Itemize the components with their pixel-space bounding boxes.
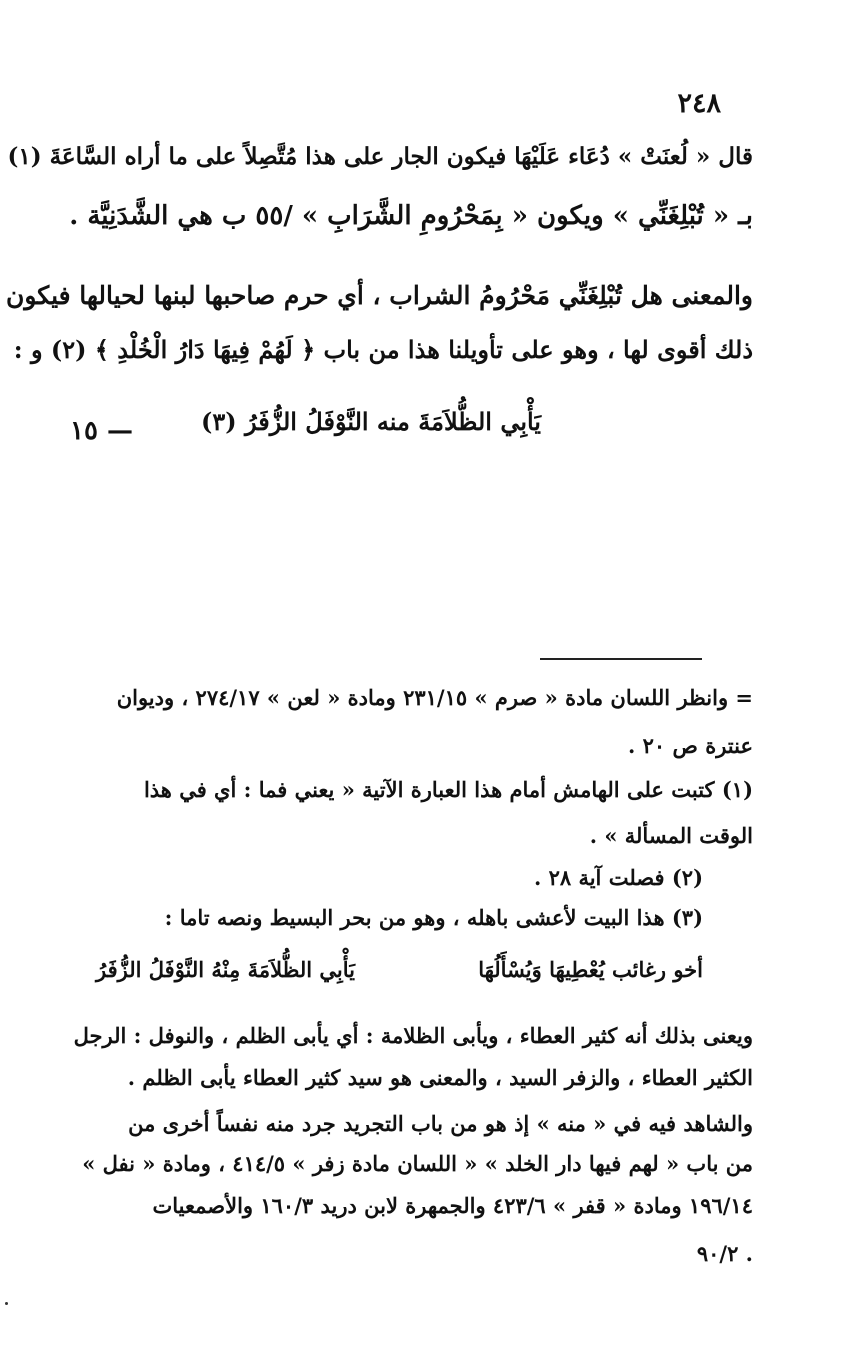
main-text-line: قال « لُعنَتْ » دُعَاء عَلَيْهَا فيكون الجار على هذا مُتَّصِلاً على ما أراه السَّاعَةَ (١)	[7, 143, 753, 170]
footnote-line: عنترة ص ٢٠ .	[628, 733, 753, 758]
footnote-3: (٣) هذا البيت لأعشى باهله ، وهو من بحر البسيط ونصه تاما :	[164, 905, 703, 930]
main-text-line: والمعنى هل تُبْلِغَنِّي مَحْرُومُ الشراب ، أي حرم صاحبها لبنها لحيالها فيكون	[5, 281, 753, 310]
footnote-line: ٩٠/٢ .	[696, 1241, 753, 1266]
footnote-line: الكثير العطاء ، والزفر السيد ، والمعنى هو سيد كثير العطاء يأبى الظلم .	[127, 1065, 753, 1090]
footnote-2: (٢) فصلت آية ٢٨ .	[533, 865, 703, 890]
footnote-verse-first-hemistich: أخو رغائب يُعْطِيهَا وَيُسْأَلُهَا	[478, 957, 703, 982]
footnote-line: الوقت المسألة » .	[589, 823, 753, 848]
main-text-line: ذلك أقوى لها ، وهو على تأويلنا هذا من باب ﴿ لَهُمْ فِيهَا دَارُ الْخُلْدِ ﴾ (٢) و :	[13, 335, 753, 364]
footnote-line: من باب « لهم فيها دار الخلد » « اللسان مادة زفر » ٤١٤/٥ ، ومادة « نفل »	[82, 1151, 753, 1176]
page-number: ٢٤٨	[677, 88, 721, 119]
main-text-line: بـ « تُبْلِغَنِّي » ويكون « بِمَحْرُومِ الشَّرَابِ » /٥٥ ب هي الشَّدَنِيَّة .	[69, 201, 753, 231]
footnote-line: والشاهد فيه في « منه » إذ هو من باب التجريد جرد منه نفساً أخرى من	[128, 1111, 753, 1136]
footnote-separator	[540, 658, 702, 660]
footnote-verse-second-hemistich: يَأْبِي الظُّلاَمَةَ مِنْهُ النَّوْفَلُ الزُّفَرُ	[96, 957, 355, 982]
footnote-1: (١) كتبت على الهامش أمام هذا العبارة الآتية « يعني فما : أي في هذا	[143, 777, 753, 802]
verse-line: يَأْبِي الظُّلاَمَةَ منه النَّوْفَلُ الزُّفَرُ (٣)	[201, 407, 541, 436]
footnote-line: ويعنى بذلك أنه كثير العطاء ، ويأبى الظلامة : أي يأبى الظلم ، والنوفل : الرجل	[73, 1023, 753, 1048]
footnote-line: ١٩٦/١٤ ومادة « قفر » ٤٢٣/٦ والجمهرة لابن دريد ١٦٠/٣ والأصمعيات	[152, 1193, 753, 1218]
scan-speck	[5, 1302, 8, 1305]
line-number-marker: ١٥ —	[70, 416, 133, 446]
footnote-line: = وانظر اللسان مادة « صرم » ٢٣١/١٥ ومادة « لعن » ٢٧٤/١٧ ، وديوان	[116, 685, 753, 710]
